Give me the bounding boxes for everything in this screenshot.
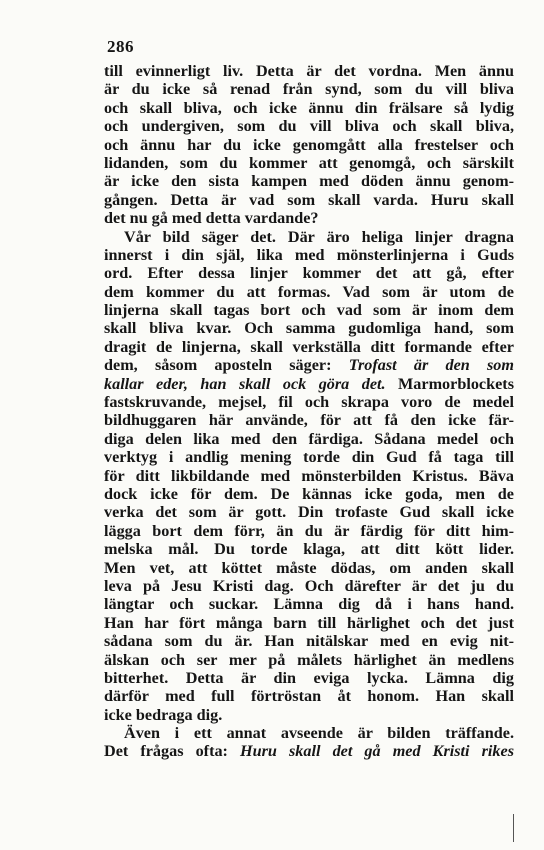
text-line — [104, 117, 514, 135]
text-line — [104, 393, 514, 411]
text-segment: gången. Detta är vad som skall varda. Huru skall — [104, 190, 514, 209]
text-segment: skall bliva kvar. Och samma gudomliga hand, som — [104, 319, 514, 338]
text-line — [104, 411, 514, 429]
text-segment: icke bedraga dig. — [104, 705, 223, 724]
text-line — [104, 228, 514, 246]
text-segment: är icke den sista kampen med döden ännu genom- — [104, 172, 514, 191]
text-segment: Marmorblockets — [385, 374, 514, 393]
text-line — [104, 742, 514, 760]
text-segment: Vår bild säger det. Där äro heliga linjer dragna — [124, 227, 514, 246]
text-line — [104, 503, 514, 521]
text-line — [104, 669, 514, 687]
text-line — [104, 319, 514, 337]
italic-text: Trofast är den som — [348, 356, 514, 375]
text-line — [104, 375, 514, 393]
text-line — [104, 448, 514, 466]
italic-text: Huru skall det gå med Kristi rikes — [240, 742, 514, 761]
text-line — [104, 632, 514, 650]
text-line — [104, 485, 514, 503]
text-line — [104, 209, 514, 227]
text-segment: ord. Efter dessa linjer kommer det att gå, efter — [104, 264, 514, 283]
text-line — [104, 80, 514, 98]
italic-text: kallar eder, han skall ock göra det. — [104, 374, 386, 393]
text-line — [104, 154, 514, 172]
text-segment: dragit de linjerna, skall verkställa ditt formande efter — [104, 337, 514, 356]
text-line — [104, 687, 514, 705]
text-line — [104, 283, 514, 301]
text-segment: dem kommer du att formas. Vad som är utom de — [104, 282, 514, 301]
text-segment: diga delen lika med den färdiga. Sådana medel och — [104, 429, 514, 448]
text-segment: och ännu har du icke genomgått alla frestelser och — [104, 135, 514, 154]
text-segment: bitterhet. Detta är din eviga lycka. Lämna dig — [104, 668, 514, 687]
text-segment: till evinnerligt liv. Detta är det vordna. Men ännu — [104, 62, 514, 80]
text-line — [104, 651, 514, 669]
text-segment: leva på Jesu Kristi dag. Och därefter är det ju du — [104, 576, 514, 595]
text-segment: dock icke för dem. De kännas icke goda, men de — [104, 484, 514, 503]
text-line — [104, 522, 514, 540]
text-line — [104, 467, 514, 485]
text-segment: lägga bort dem förr, än du är färdig för ditt him- — [104, 521, 514, 540]
text-segment: Det frågas ofta: — [104, 742, 241, 761]
text-segment: och skall bliva, och icke ännu din frälsare så lydig — [104, 98, 514, 117]
text-segment: därför med full förtröstan åt honom. Han skall — [104, 687, 514, 706]
text-line — [104, 614, 514, 632]
margin-mark — [513, 814, 514, 842]
text-line — [104, 264, 514, 282]
text-segment: verktyg i andlig mening torde din Gud få taga till — [104, 448, 514, 467]
text-segment: och undergiven, som du vill bliva och skall bliva, — [104, 117, 514, 136]
text-line — [104, 301, 514, 319]
text-segment: bildhuggaren här använde, för att få den icke fär- — [104, 411, 514, 430]
text-segment: Han har fört många barn till härlighet och det just — [104, 613, 514, 632]
text-line — [104, 577, 514, 595]
text-segment: är du icke så renad från synd, som du vill bliva — [104, 80, 514, 99]
page-number: 286 — [107, 37, 134, 56]
text-line — [104, 430, 514, 448]
text-segment: älskan och ser mer på målets härlighet än medlens — [104, 650, 514, 669]
text-segment: Men vet, att köttet måste dödas, om anden skall — [104, 558, 514, 577]
text-segment: dem, såsom aposteln säger: — [104, 356, 349, 375]
text-line — [104, 356, 514, 374]
text-segment: linjerna skall tagas bort och vad som är inom dem — [104, 301, 514, 320]
text-segment: för ditt likbildande med mönsterbilden Kristus. Bäva — [104, 466, 514, 485]
text-segment: innerst i din själ, lika med mönsterlinjerna i Guds — [104, 245, 514, 264]
text-segment: sådana som du är. Han nitälskar med en evig nit- — [104, 632, 514, 651]
text-segment: det nu gå med detta vardande? — [104, 209, 319, 228]
text-line — [104, 338, 514, 356]
text-segment: fastskruvande, mejsel, fil och skrapa voro de medel — [104, 393, 514, 412]
text-line — [104, 172, 514, 190]
body-text — [104, 62, 514, 761]
text-line — [104, 595, 514, 613]
text-line — [104, 99, 514, 117]
text-line — [104, 246, 514, 264]
text-line — [104, 540, 514, 558]
text-segment: melska mål. Du torde klaga, att ditt kött lider. — [104, 540, 514, 559]
text-segment: Även i ett annat avseende är bilden träffande. — [124, 724, 514, 743]
text-line — [104, 191, 514, 209]
text-line — [104, 724, 514, 742]
text-line — [104, 62, 514, 80]
text-line — [104, 136, 514, 154]
text-segment: längtar och suckar. Lämna dig då i hans hand. — [104, 595, 514, 614]
text-line — [104, 706, 514, 724]
text-segment: verka det som är gott. Din trofaste Gud skall icke — [104, 503, 514, 522]
text-segment: lidanden, som du kommer att genomgå, och särskilt — [104, 153, 514, 172]
text-line — [104, 559, 514, 577]
